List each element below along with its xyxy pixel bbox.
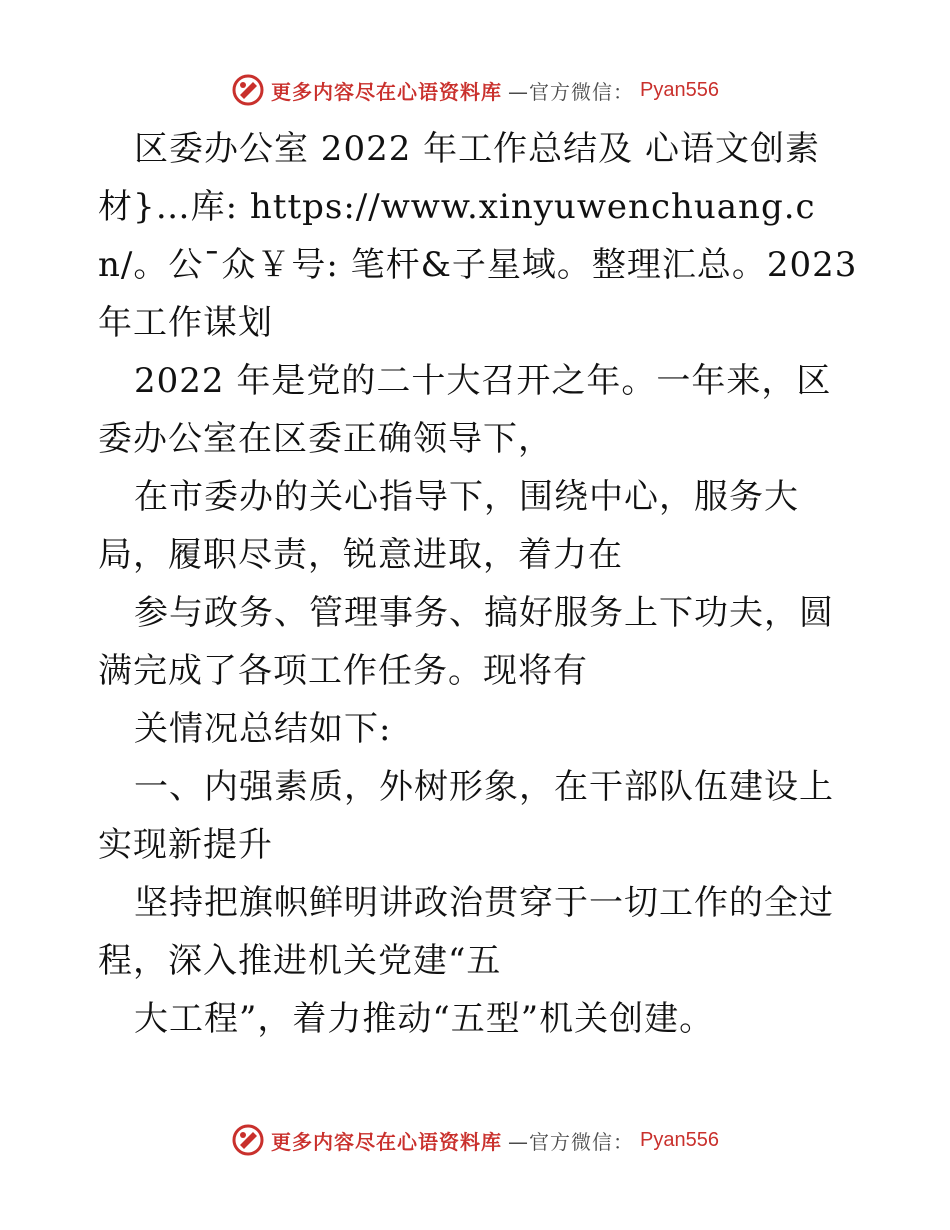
watermark-separator: —官方微信： — [508, 1129, 635, 1154]
paragraph: 在市委办的关心指导下，围绕中心，服务大局，履职尽责，锐意进取，着力在 — [98, 477, 799, 575]
header-watermark — [0, 70, 950, 110]
watermark-wechat-id: Pyan556 — [640, 1128, 719, 1151]
paragraph-title: 区委办公室 2022 年工作总结及 心语文创素材}…库: https://www.xinyuwenchuang.cn/。公¯众￥号: 笔杆&子星域。整理汇总。2023 年工作谋划 — [98, 129, 858, 343]
footer-watermark — [0, 1120, 950, 1160]
paragraph: 坚持把旗帜鲜明讲政治贯穿于一切工作的全过程，深入推进机关党建“五 — [98, 883, 834, 981]
section-heading: 一、内强素质，外树形象，在干部队伍建设上实现新提升 — [98, 767, 834, 865]
watermark-brand: 更多内容尽在心语资料库 — [271, 1129, 503, 1154]
document-body — [98, 120, 858, 1048]
watermark-wechat-id: Pyan556 — [640, 78, 719, 101]
logo-seal-icon — [231, 1123, 265, 1157]
paragraph: 关情况总结如下: — [134, 709, 392, 749]
watermark-brand: 更多内容尽在心语资料库 — [271, 79, 503, 104]
paragraph: 大工程”，着力推动“五型”机关创建。 — [134, 999, 715, 1039]
logo-seal-icon — [231, 73, 265, 107]
watermark-separator: —官方微信： — [508, 79, 635, 104]
paragraph: 参与政务、管理事务、搞好服务上下功夫，圆满完成了各项工作任务。现将有 — [98, 593, 834, 691]
paragraph: 2022 年是党的二十大召开之年。一年来，区委办公室在区委正确领导下， — [98, 361, 832, 459]
